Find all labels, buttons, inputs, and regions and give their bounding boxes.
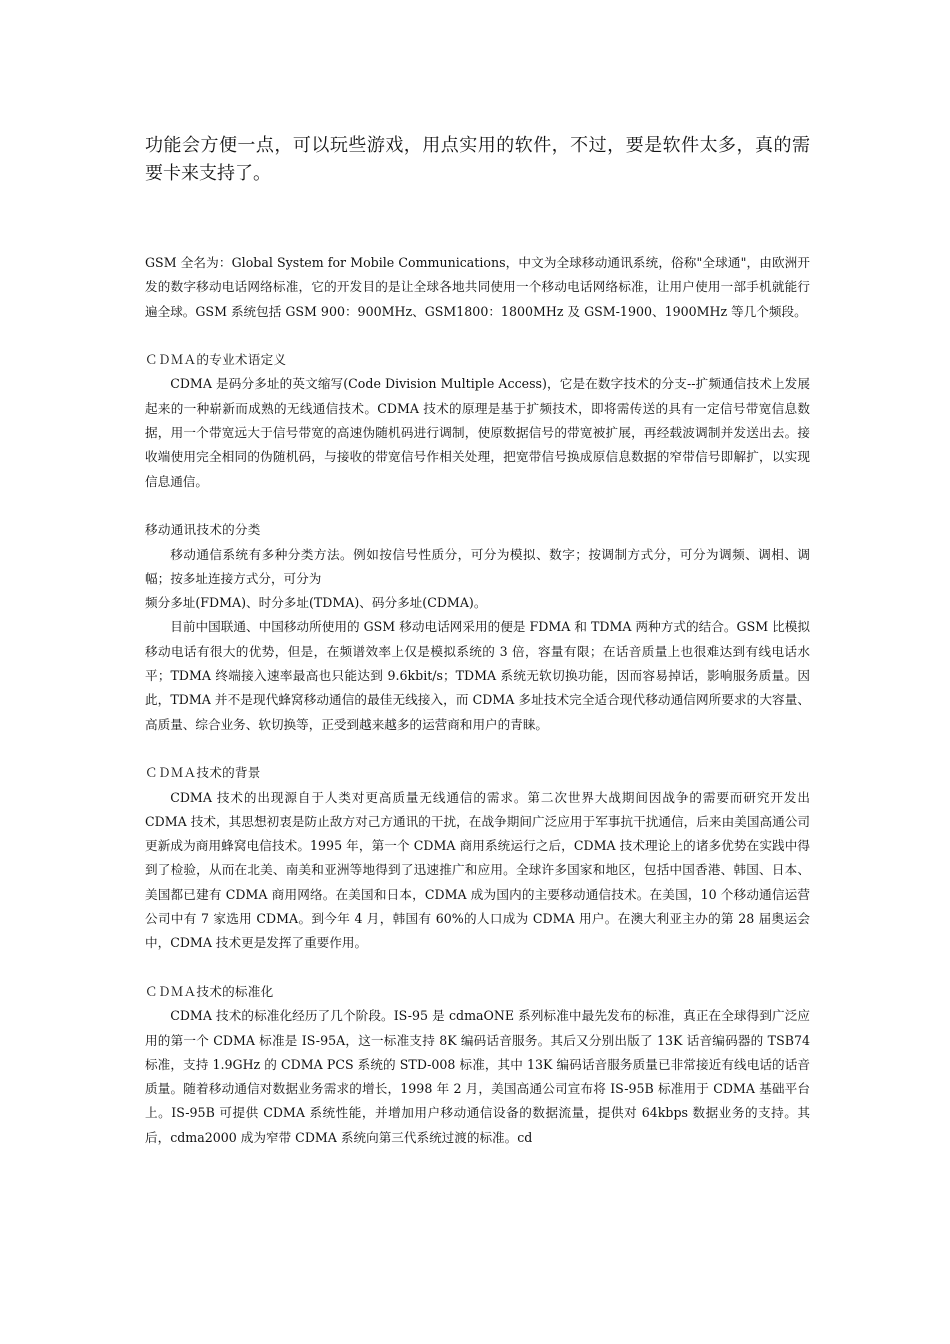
- section-paragraph: 目前中国联通、中国移动所使用的 GSM 移动电话网采用的便是 FDMA 和 TDMA 两种方式的结合。GSM 比模拟移动电话有很大的优势，但是，在频谱效率上仅是模拟系统的 3 倍，容量有限；在话音质量上也很难达到有线电话水平；TDMA 终端接入速率最高也只能达到 9.6kbit/s；TDMA 系统无软切换功能，因而容易掉话，影响服务质量。因此，TDMA 并不是现代蜂窝移动通信的最佳无线接入，而 CDMA 多址技术完全适合现代移动通信网所要求的大容量、高质量、综合业务、软切换等，正受到越来越多的运营商和用户的青睐。: [145, 619, 810, 732]
- document-body: [145, 251, 810, 1150]
- paragraph-gap: [145, 737, 810, 761]
- section-cdma-background: [145, 761, 810, 955]
- section-heading: ＣＤＭＡ的专业术语定义: [145, 352, 287, 368]
- section-paragraph: CDMA 技术的出现源自于人类对更高质量无线通信的需求。第二次世界大战期间因战争的需要而研究开发出 CDMA 技术，其思想初衷是防止敌方对己方通讯的干扰，在战争期间广泛应用于军事抗干扰通信，后来由美国高通公司更新成为商用蜂窝电信技术。1995 年，第一个 CDMA 商用系统运行之后，CDMA 技术理论上的诸多优势在实践中得到了检验，从而在北美、南美和亚洲等地得到了迅速推广和应用。全球许多国家和地区，包括中国香港、韩国、日本、美国都已建有 CDMA 商用网络。在美国和日本，CDMA 成为国内的主要移动通信技术。在美国，10 个移动通信运营公司中有 7 家选用 CDMA。到今年 4 月，韩国有 60%的人口成为 CDMA 用户。在澳大利亚主办的第 28 届奥运会中，CDMA 技术更是发挥了重要作用。: [145, 789, 810, 951]
- section-paragraph: 移动通信系统有多种分类方法。例如按信号性质分，可分为模拟、数字；按调制方式分，可分为调频、调相、调幅；按多址连接方式分，可分为: [145, 546, 810, 586]
- paragraph-gap: [145, 956, 810, 980]
- section-mobile-classification: [145, 518, 810, 737]
- paragraph-gap: [145, 324, 810, 348]
- section-paragraph: CDMA 技术的标准化经历了几个阶段。IS-95 是 cdmaONE 系列标准中最先发布的标准，真正在全球得到广泛应用的第一个 CDMA 标准是 IS-95A，这一标准支持 8K 编码话音服务。其后又分别出版了 13K 话音编码器的 TSB74 标准，支持 1.9GHz 的 CDMA PCS 系统的 STD-008 标准，其中 13K 编码话音服务质量已非常接近有线电话的话音质量。随着移动通信对数据业务需求的增长，1998 年 2 月，美国高通公司宣布将 IS-95B 标准用于 CDMA 基础平台上。IS-95B 可提供 CDMA 系统性能，并增加用户移动通信设备的数据流量，提供对 64kbps 数据业务的支持。其后，cdma2000 成为窄带 CDMA 系统向第三代系统过渡的标准。cd: [145, 1008, 810, 1145]
- section-cdma-definition: [145, 348, 810, 494]
- paragraph-gap: [145, 494, 810, 518]
- section-paragraph: 频分多址(FDMA)、时分多址(TDMA)、码分多址(CDMA)。: [145, 595, 487, 611]
- section-paragraph: CDMA 是码分多址的英文缩写(Code Division Multiple Access)，它是在数字技术的分支--扩频通信技术上发展起来的一种崭新而成熟的无线通信技术。CDMA 技术的原理是基于扩频技术，即将需传送的具有一定信号带宽信息数据，用一个带宽远大于信号带宽的高速伪随机码进行调制，使原数据信号的带宽被扩展，再经载波调制并发送出去。接收端使用完全相同的伪随机码，与接收的带宽信号作相关处理，把宽带信号换成原信息数据的窄带信号即解扩，以实现信息通信。: [145, 376, 810, 489]
- section-heading: ＣＤＭＡ技术的背景: [145, 765, 261, 781]
- section-heading: ＣＤＭＡ技术的标准化: [145, 983, 274, 999]
- gsm-paragraph: GSM 全名为：Global System for Mobile Communications，中文为全球移动通讯系统，俗称"全球通"，由欧洲开发的数字移动电话网络标准，它的开发目的是让全球各地共同使用一个移动电话网络标准，让用户使用一部手机就能行遍全球。GSM 系统包括 GSM 900：900MHz、GSM1800：1800MHz 及 GSM-1900、1900MHz 等几个频段。: [145, 255, 810, 319]
- section-heading: 移动通讯技术的分类: [145, 522, 261, 538]
- intro-paragraph: 功能会方便一点，可以玩些游戏，用点实用的软件，不过，要是软件太多，真的需要卡来支持了。: [145, 135, 810, 184]
- section-cdma-standardization: [145, 980, 810, 1150]
